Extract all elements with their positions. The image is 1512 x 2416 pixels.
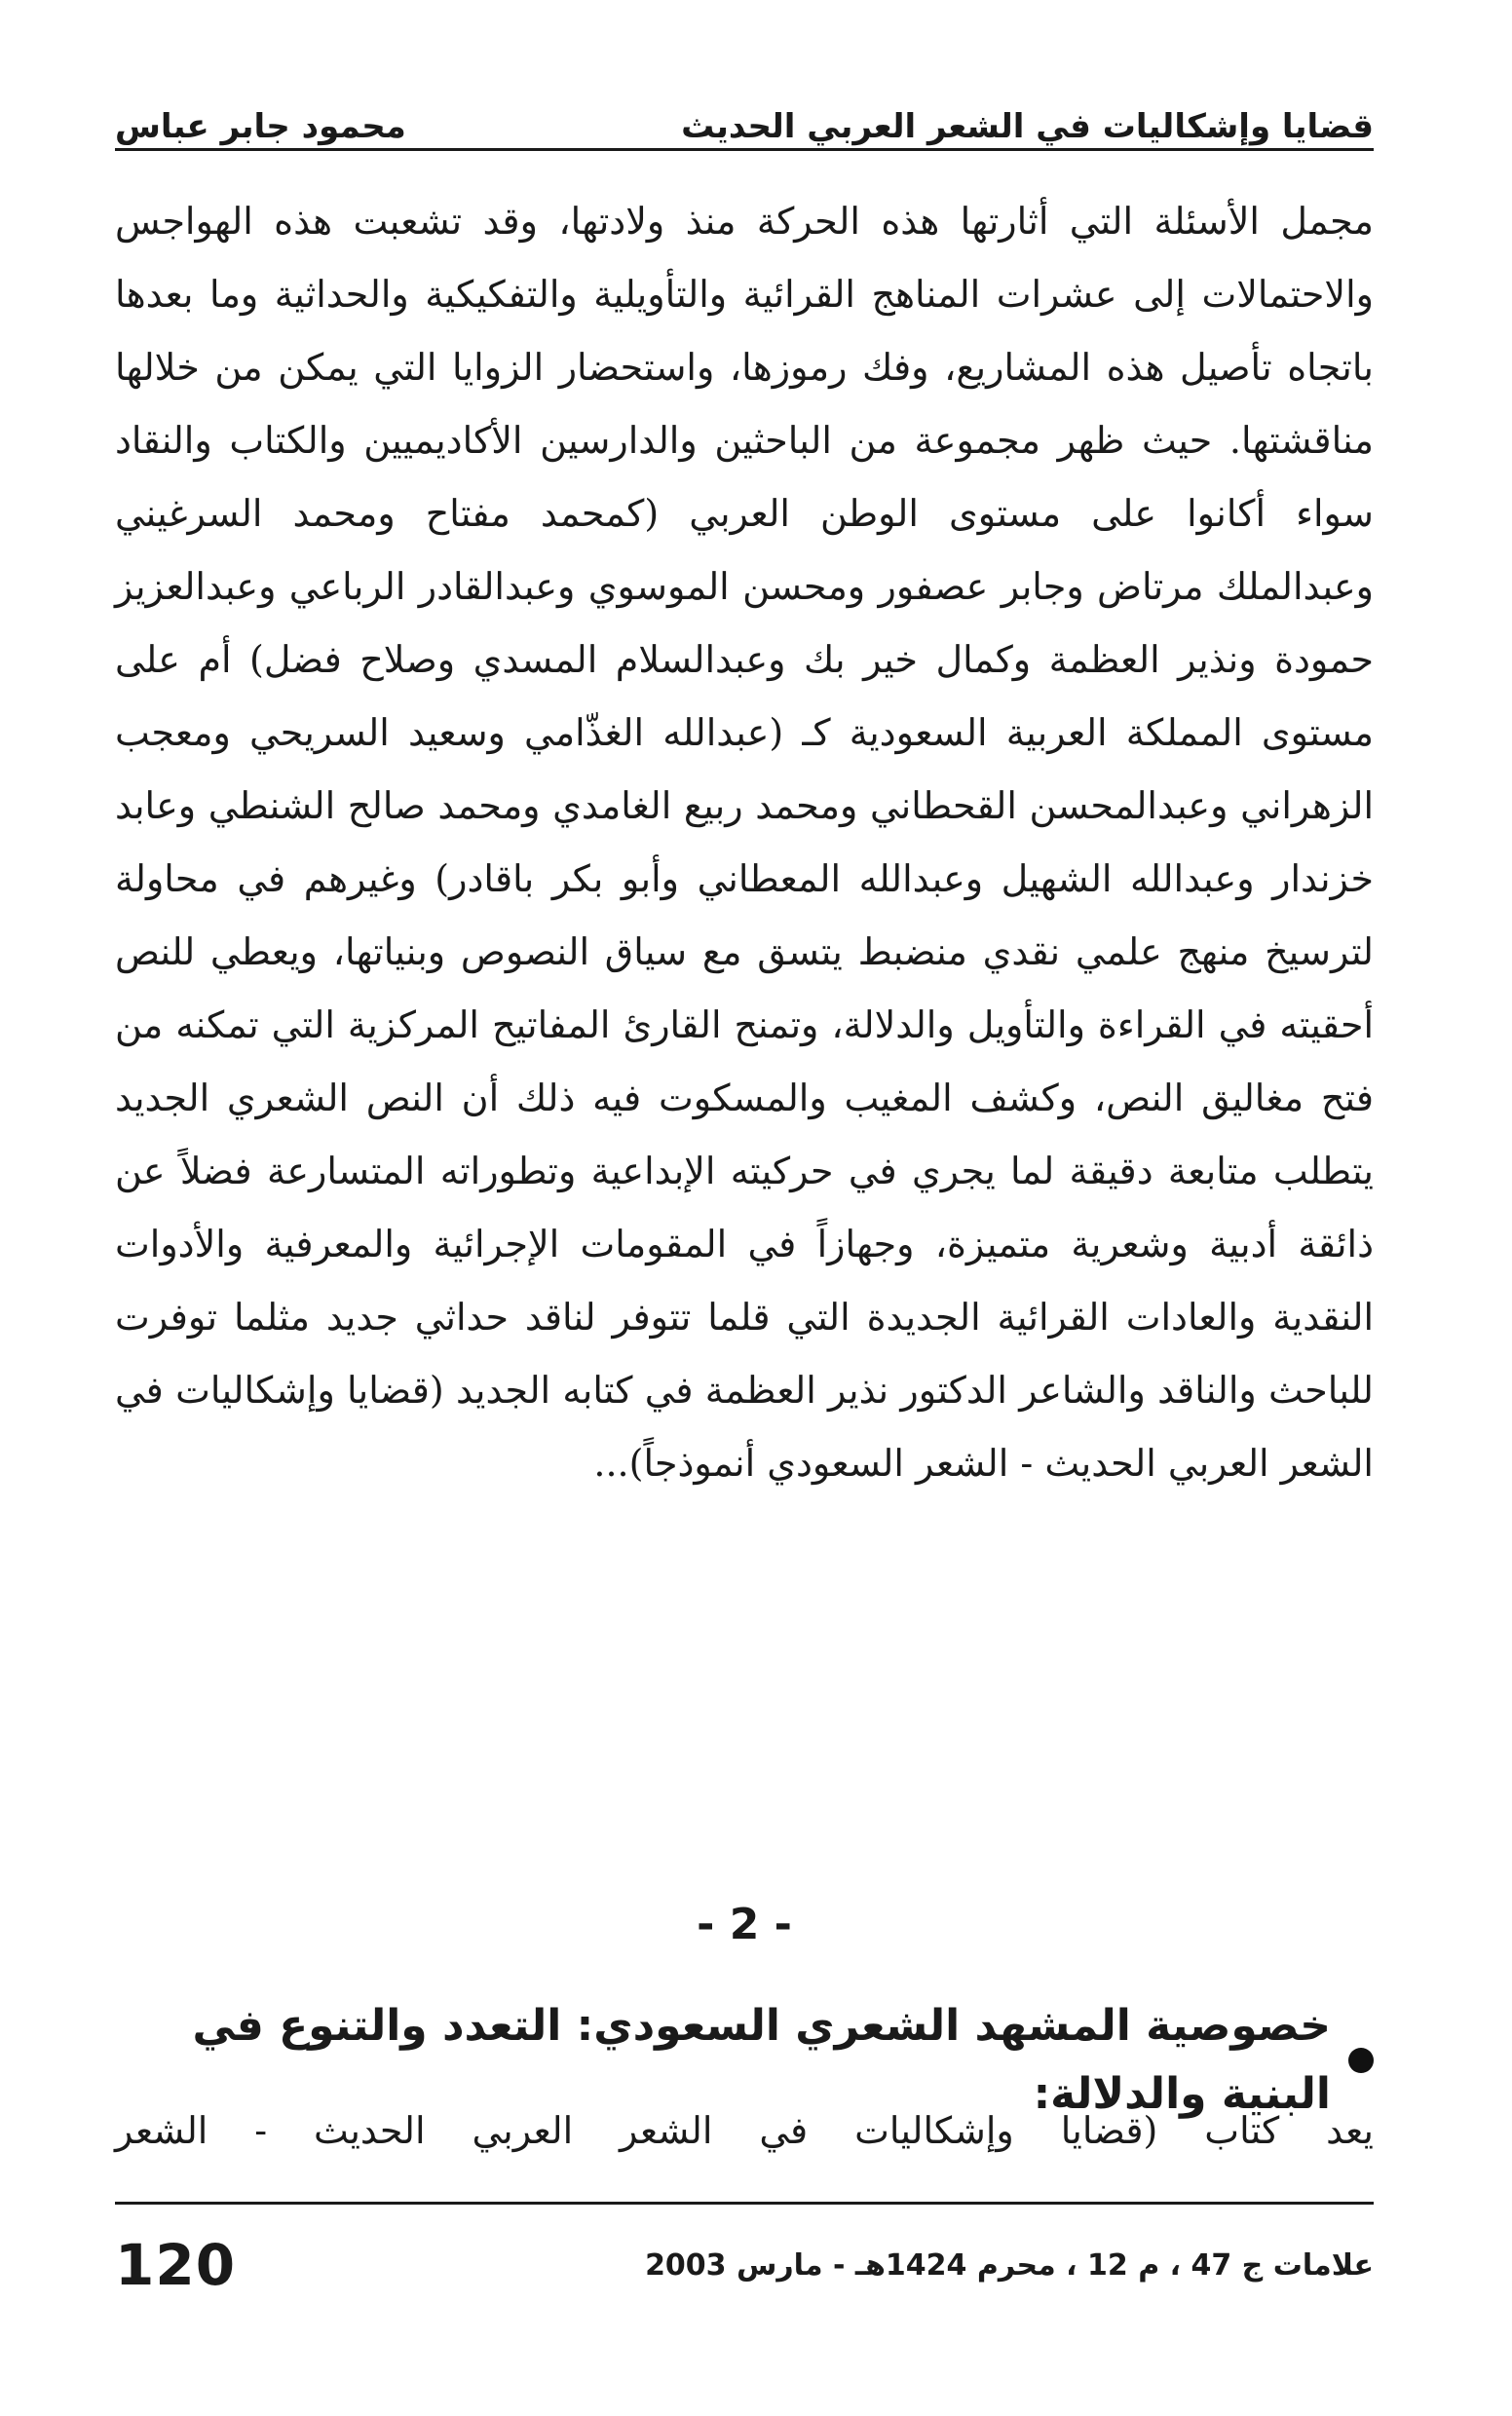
header-author: محمود جابر عباس (115, 107, 406, 146)
footer-citation: علامات ج 47 ، م 12 ، محرم 1424هـ - مارس 2003 (645, 2247, 1374, 2283)
body-paragraph: مجمل الأسئلة التي أثارتها هذه الحركة منذ ولادتها، وقد تشعبت هذه الهواجس والاحتمالات إلى عشرات المناهج القرائية والتأويلية والتفكيكية والحداثية وما بعدها باتجاه تأصيل هذه المشاريع، وفك رموزها، واستحضار الزوايا التي يمكن من خلالها مناقشتها. حيث ظهر مجموعة من الباحثين والدارسين الأكاديميين والكتاب والنقاد سواء أكانوا على مستوى الوطن العربي (كمحمد مفتاح ومحمد السرغيني وعبدالملك مرتاض وجابر عصفور ومحسن الموسوي وعبدالقادر الرباعي وعبدالعزيز حمودة ونذير العظمة وكمال خير بك وعبدالسلام المسدي وصلاح فضل) أم على مستوى المملكة العربية السعودية كـ (عبدالله الغذّامي وسعيد السريحي ومعجب الزهراني وعبدالمحسن القحطاني ومحمد ربيع الغامدي ومحمد صالح الشنطي وعابد خزندار وعبدالله الشهيل وعبدالله المعطاني وأبو بكر باقادر) وغيرهم في محاولة لترسيخ منهج علمي نقدي منضبط يتسق مع سياق النصوص وبنياتها، ويعطي للنص أحقيته في القراءة والتأويل والدلالة، وتمنح القارئ المفاتيح المركزية التي تمكنه من فتح مغاليق النص، وكشف المغيب والمسكوت فيه ذلك أن النص الشعري الجديد يتطلب متابعة دقيقة لما يجري في حركيته الإبداعية وتطوراته المتسارعة فضلاً عن ذائقة أدبية وشعرية متميزة، وجهازاً في المقومات الإجرائية والمعرفية والأدوات النقدية والعادات القرائية الجديدة التي قلما تتوفر لناقد حداثي جديد مثلما توفرت للباحث والناقد والشاعر الدكتور نذير العظمة في كتابه الجديد (قضايا وإشكاليات في الشعر العربي الحديث - الشعر السعودي أنموذجاً)... (115, 200, 1374, 1485)
header-divider (115, 148, 1374, 151)
footer-divider (115, 2202, 1374, 2205)
bullet-icon (1348, 2048, 1374, 2073)
page-number: 120 (115, 2232, 237, 2298)
section-continuation: يعد كتاب (قضايا وإشكاليات في الشعر العربي الحديث - الشعر (115, 2109, 1374, 2152)
main-text (115, 185, 1374, 1500)
section-heading-text: خصوصية المشهد الشعري السعودي: التعدد والتنوع في البنية والدلالة: (192, 2001, 1331, 2119)
running-header (115, 88, 1374, 146)
header-title: قضايا وإشكاليات في الشعر العربي الحديث (681, 107, 1374, 146)
document-page (115, 58, 1374, 2358)
page-footer (115, 2226, 1374, 2304)
section-number: - 2 - (697, 1900, 792, 1949)
